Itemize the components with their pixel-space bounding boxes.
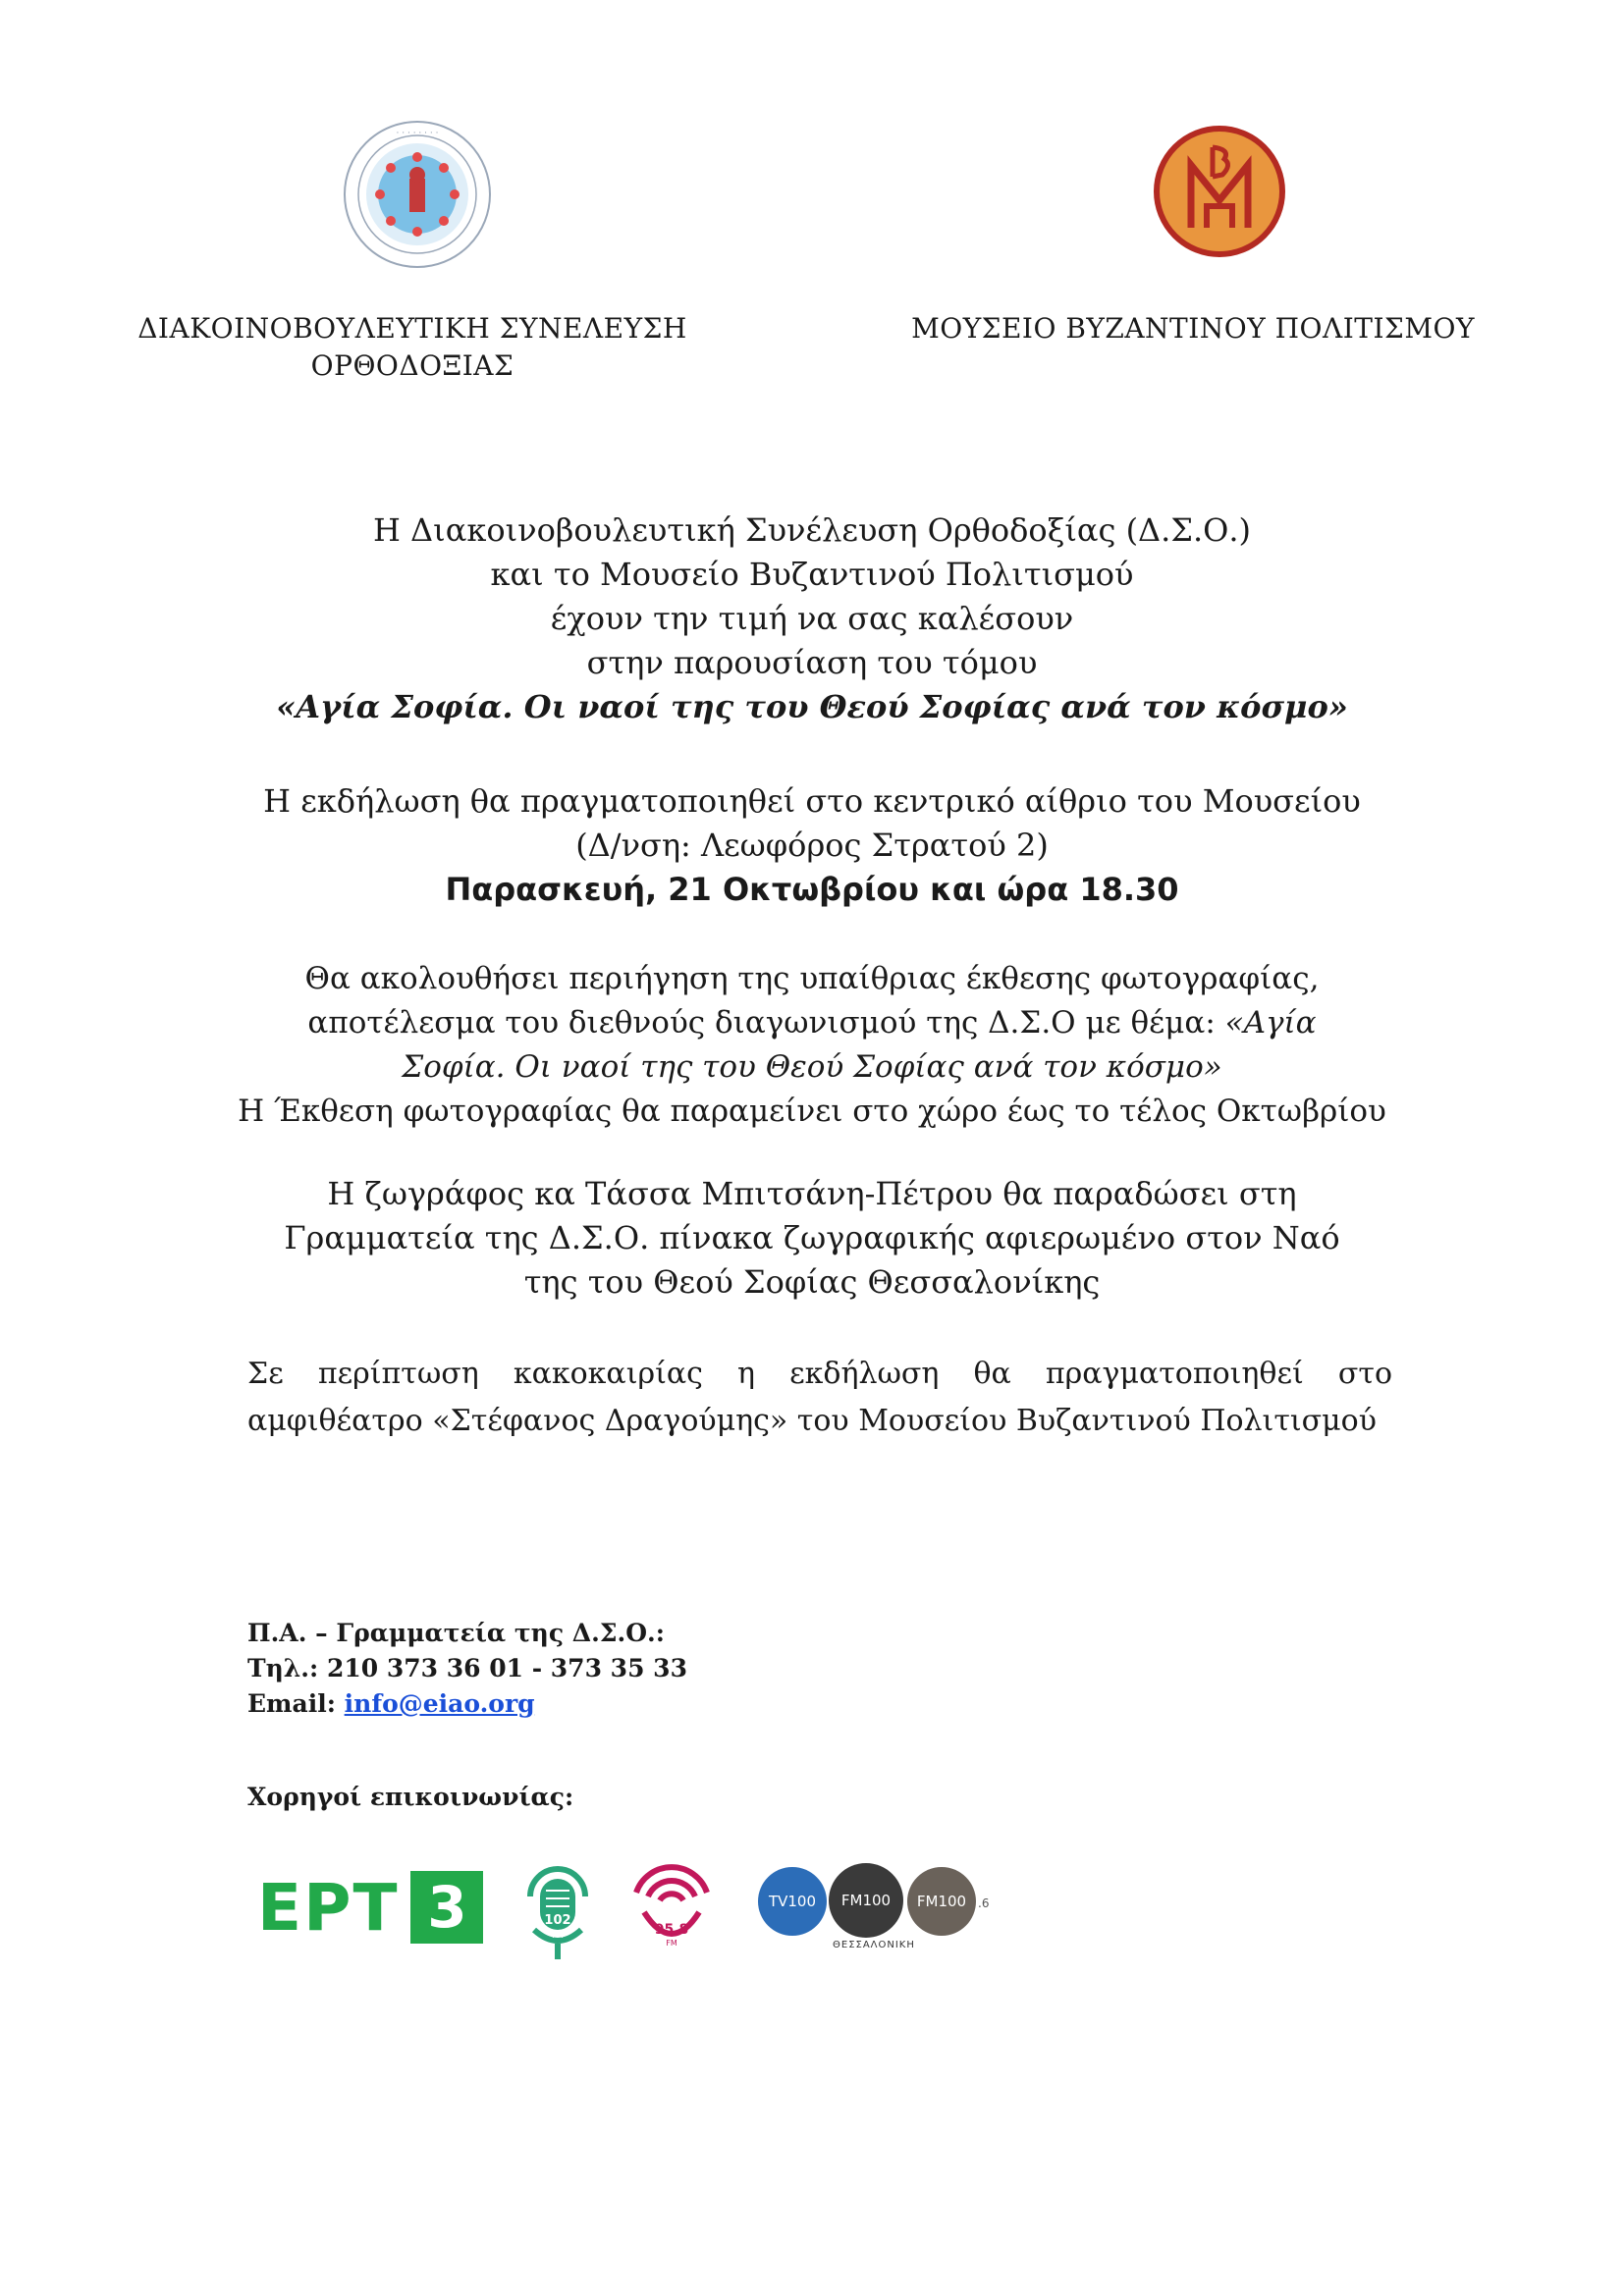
radio-958-logo (628, 1855, 715, 1961)
email-label: Email: (247, 1689, 345, 1718)
event-datetime: Παρασκευή, 21 Οκτωβρίου και ώρα 18.30 (445, 871, 1179, 908)
ert-number: 3 (410, 1871, 483, 1944)
painting-line-2: Γραμματεία της Δ.Σ.Ο. πίνακα ζωγραφικής αφιερωμένο στον Ναό (284, 1219, 1340, 1256)
fm1006-logo: FM100 (907, 1867, 976, 1936)
contact-email-row (247, 1686, 687, 1722)
thessaloniki-label: ΘΕΣΣΑΛΟΝΙΚΗ (833, 1940, 915, 1950)
painting-line-3: της του Θεού Σοφίας Θεσσαλονίκης (523, 1263, 1101, 1301)
invitation-line-3: έχουν την τιμή να σας καλέσουν (550, 600, 1074, 637)
contact-block (247, 1616, 687, 1722)
exhibition-block (196, 957, 1428, 1134)
tv100-logo: TV100 (758, 1867, 827, 1936)
invitation-block (196, 508, 1428, 729)
email-link[interactable]: info@eiao.org (344, 1689, 535, 1718)
ert-text: ΕΡΤ (257, 1869, 400, 1946)
radio-102-freq: 102 (544, 1913, 571, 1928)
exhibition-line-1: Θα ακολουθήσει περιήγηση της υπαίθριας έκθεσης φωτογραφίας, (304, 961, 1320, 996)
invitation-line-4: στην παρουσίαση του τόμου (586, 644, 1038, 681)
venue-line-1: Η εκδήλωση θα πραγματοποιηθεί στο κεντρικό αίθριο του Μουσείου (263, 782, 1361, 820)
radio-102-unit: FM (552, 1931, 564, 1940)
exhibition-line-2 (196, 1001, 1428, 1045)
venue-line-2: (Δ/νση: Λεωφόρος Στρατού 2) (575, 827, 1049, 864)
venue-block (196, 779, 1428, 912)
ert3-logo (257, 1863, 483, 1951)
org-left-name: ΔΙΑΚΟΙΝΟΒΟΥΛΕΥΤΙΚΗ ΣΥΝΕΛΕΥΣΗ ΟΡΘΟΔΟΞΙΑΣ (137, 312, 687, 382)
exhibition-theme-start: «Αγία (1224, 1005, 1317, 1041)
book-title: «Αγία Σοφία. Οι ναοί της του Θεού Σοφίας ανά τον κόσμο» (276, 688, 1348, 725)
invitation-line-2: και το Μουσείο Βυζαντινού Πολιτισμού (490, 556, 1134, 593)
fm1006-suffix: .6 (978, 1896, 990, 1910)
contact-title: Π.Α. – Γραμματεία της Δ.Σ.Ο.: (247, 1619, 665, 1647)
exhibition-line-4: Η Έκθεση φωτογραφίας θα παραμείνει στο χώρο έως το τέλος Οκτωβρίου (238, 1094, 1386, 1129)
painting-block (196, 1172, 1428, 1305)
fm100-logo: FM100 (829, 1863, 903, 1938)
assembly-seal-logo (339, 116, 496, 273)
radio-102-logo (522, 1857, 593, 1963)
exhibition-theme: Σοφία. Οι ναοί της του Θεού Σοφίας ανά τον κόσμο» (402, 1049, 1222, 1085)
org-right-name: ΜΟΥΣΕΙΟ ΒΥΖΑΝΤΙΝΟΥ ΠΟΛΙΤΙΣΜΟΥ (911, 312, 1475, 345)
museum-monogram-logo (1154, 126, 1285, 257)
radio-958-freq: 95.8 (654, 1922, 689, 1938)
exhibition-line-2-text: αποτέλεσμα του διεθνούς διαγωνισμού της Δ.Σ.Ο με θέμα: (307, 1005, 1225, 1041)
painting-line-1: Η ζωγράφος κα Τάσσα Μπιτσάνη-Πέτρου θα παραδώσει στη (327, 1175, 1297, 1212)
svg-text:· · · · · · · ·: · · · · · · · · (396, 129, 439, 138)
museum-monogram-icon (1157, 129, 1282, 254)
invitation-line-1: Η Διακοινοβουλευτική Συνέλευση Ορθοδοξίας (Δ.Σ.Ο.) (372, 511, 1252, 549)
contact-phone: Τηλ.: 210 373 36 01 - 373 35 33 (247, 1654, 687, 1682)
weather-note: Σε περίπτωση κακοκαιρίας η εκδήλωση θα πραγματοποιηθεί στο αμφιθέατρο «Στέφανος Δραγούμης» του Μουσείου Βυζαντινού Πολιτισμού (247, 1357, 1392, 1438)
assembly-seal-icon (345, 122, 490, 267)
radio-958-unit: FM (666, 1939, 677, 1948)
sponsors-title: Χορηγοί επικοινωνίας: (247, 1783, 574, 1811)
